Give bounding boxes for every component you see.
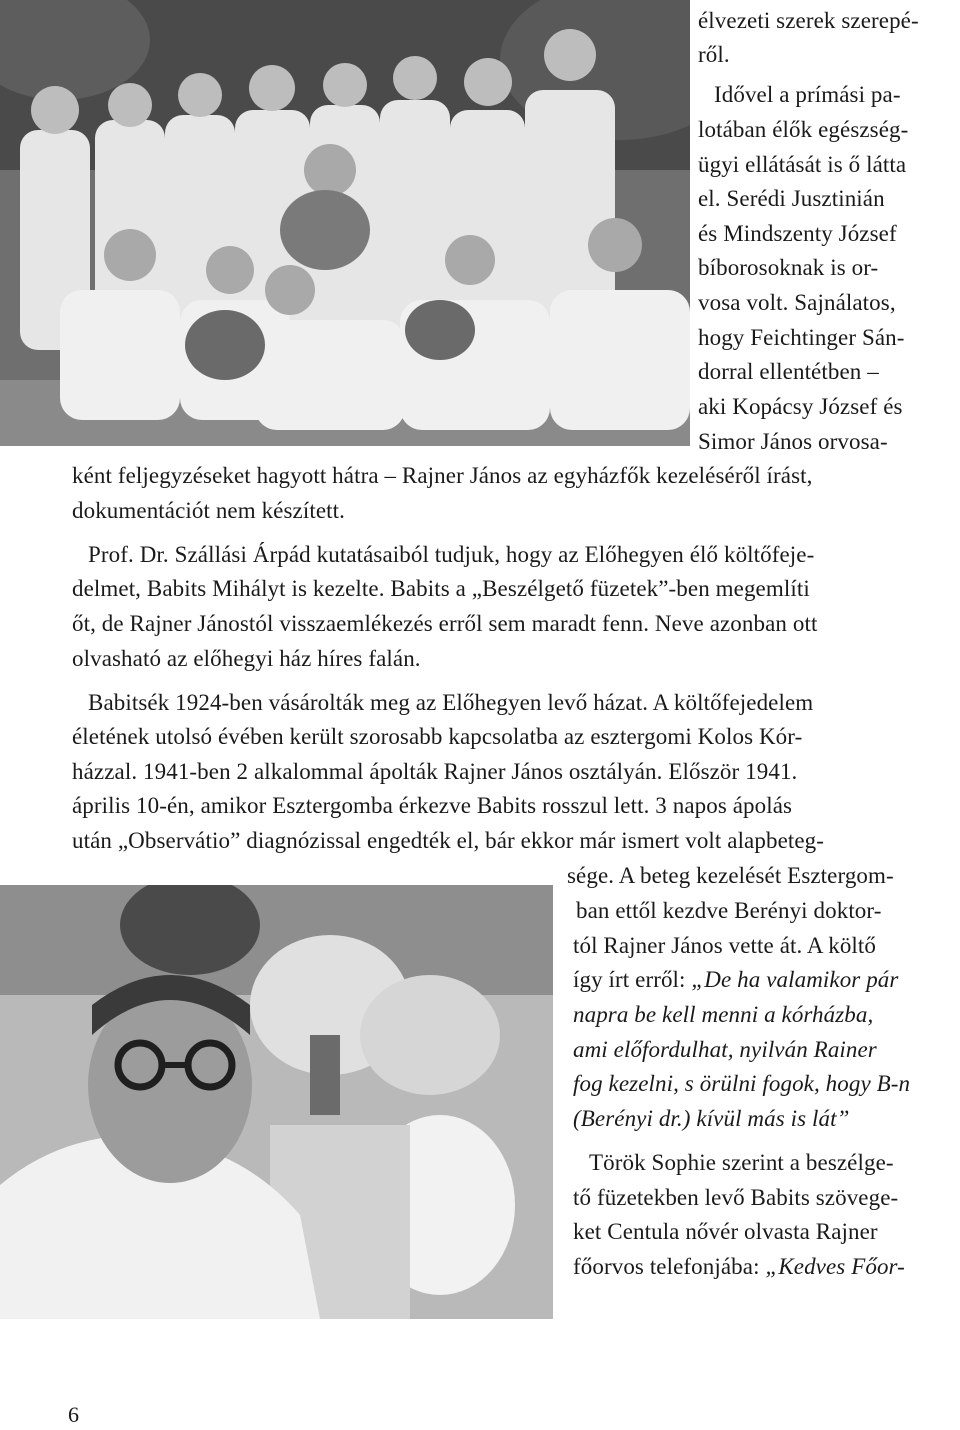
text-line: őt, de Rajner Jánostól visszaemlékezés erről sem maradt fenn. Neve azonban ott — [72, 611, 818, 636]
text-line: ban ettől kezdve Berényi doktor- — [576, 898, 882, 923]
text-line: házzal. 1941-ben 2 alkalommal ápolták Rajner János osztályán. Először 1941. — [72, 759, 798, 784]
text-line: vosa volt. Sajnálatos, — [698, 290, 896, 315]
quote-text: „Kedves Főor- — [765, 1254, 905, 1279]
text-line: után „Observátio” diagnózissal engedték el, bár ekkor már ismert volt alapbeteg- — [72, 828, 825, 853]
text-line — [573, 963, 898, 997]
text-line: ügyi ellátását is ő látta — [698, 152, 907, 177]
quote-line: fog kezelni, s örülni fogok, hogy B-n — [573, 1071, 911, 1096]
text-line: Prof. Dr. Szállási Árpád kutatásaiból tudjuk, hogy az Előhegyen élő költőfeje- — [88, 542, 815, 567]
text-line: Simor János orvosa- — [698, 429, 888, 454]
text-line: delmet, Babits Mihályt is kezelte. Babits a „Beszélgető füzetek”-ben megemlíti — [72, 576, 810, 601]
text-span: főorvos telefonjába: — [573, 1254, 766, 1279]
text-line: el. Serédi Jusztinián — [698, 186, 885, 211]
quote-text: „De ha valamikor pár — [691, 967, 899, 992]
text-line: Idővel a prímási pa- — [714, 82, 901, 107]
quote-line: (Berényi dr.) kívül más is lát” — [573, 1106, 850, 1131]
text-line: életének utolsó évében került szorosabb kapcsolatba az esztergomi Kolos Kór- — [72, 724, 803, 749]
text-line: aki Kopácsy József és — [698, 394, 903, 419]
text-line: Babitsék 1924-ben vásárolták meg az Előhegyen levő házat. A költőfejedelem — [88, 690, 814, 715]
text-line: olvasható az előhegyi ház híres falán. — [72, 646, 421, 671]
text-line: bíborosoknak is or- — [698, 255, 879, 280]
text-line: ként feljegyzéseket hagyott hátra – Rajner János az egyházfők kezeléséről írást, — [72, 463, 813, 488]
text-line — [573, 1250, 905, 1284]
text-line: sége. A beteg kezelését Esztergom- — [567, 863, 894, 888]
text-span: így írt erről: — [573, 967, 692, 992]
text-line: tól Rajner János vette át. A költő — [573, 933, 876, 958]
page-number: 6 — [68, 1402, 79, 1427]
portrait-photograph — [0, 885, 553, 1319]
text-line: dorral ellentétben – — [698, 359, 879, 384]
text-line: tő füzetekben levő Babits szövege- — [573, 1185, 899, 1210]
group-photograph — [0, 0, 690, 446]
text-line: lotában élők egészség- — [698, 117, 909, 142]
text-line: és Mindszenty József — [698, 221, 897, 246]
quote-line: napra be kell menni a kórházba, — [573, 1002, 874, 1027]
text-line: ket Centula nővér olvasta Rajner — [573, 1219, 878, 1244]
text-line: élvezeti szerek szerepé- — [698, 8, 919, 33]
text-line: ről. — [698, 42, 730, 67]
text-line: hogy Feichtinger Sán- — [698, 325, 905, 350]
text-line: április 10-én, amikor Esztergomba érkezve Babits rosszul lett. 3 napos ápolás — [72, 793, 793, 818]
quote-line: ami előfordulhat, nyilván Rainer — [573, 1037, 877, 1062]
text-line: Török Sophie szerint a beszélge- — [589, 1150, 894, 1175]
text-line: dokumentációt nem készített. — [72, 498, 345, 523]
